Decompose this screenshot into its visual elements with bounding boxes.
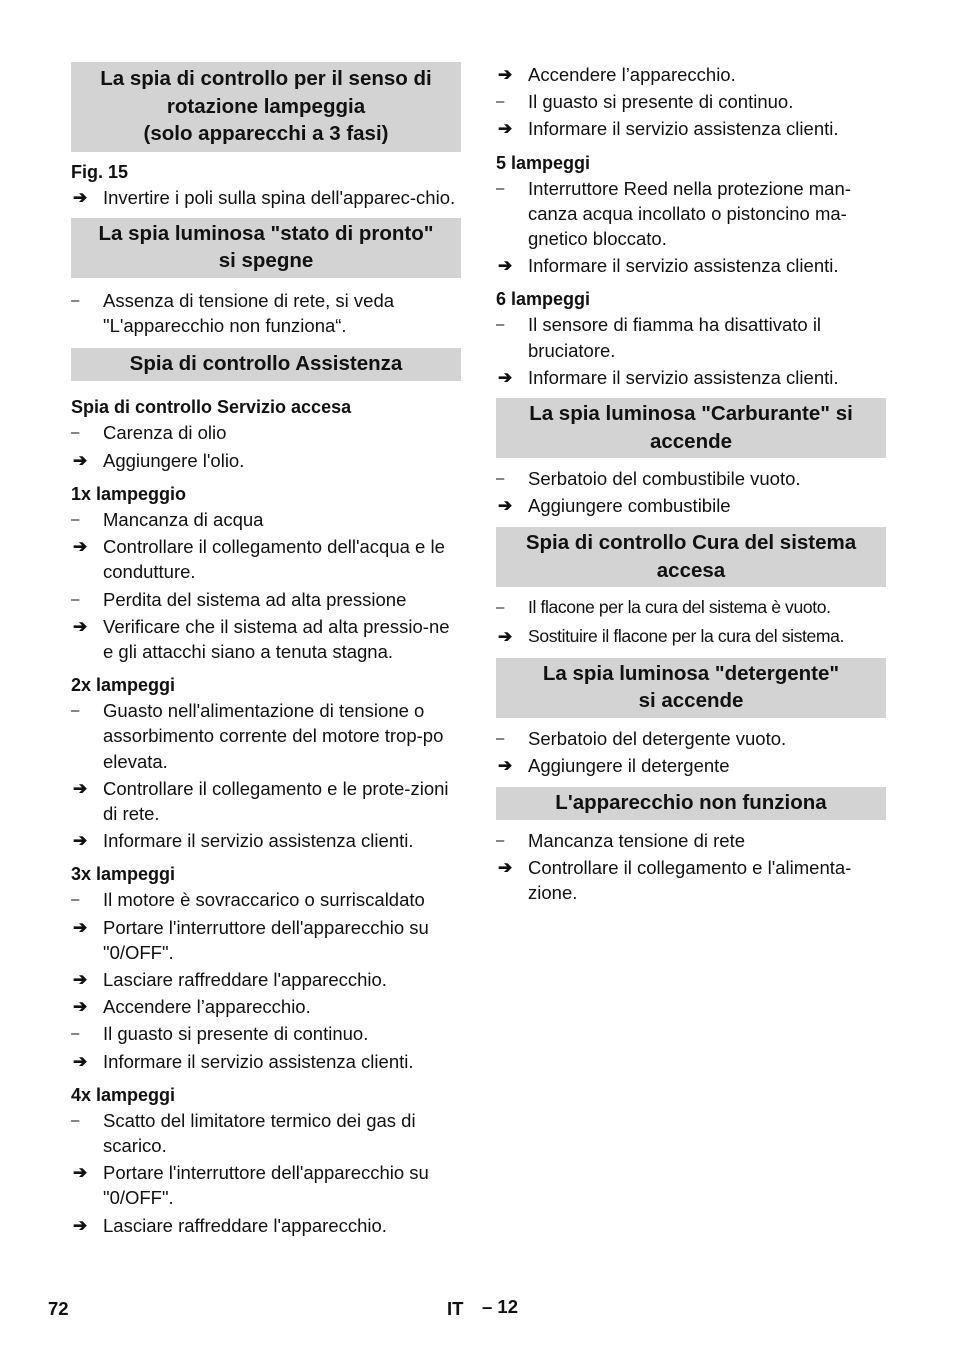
list-item: – Perdita del sistema ad alta pressione: [71, 587, 461, 612]
heading-line: Spia di controllo Cura del sistema: [525, 531, 857, 555]
subheading-service-on: Spia di controllo Servizio accesa: [71, 396, 352, 417]
heading-fuel-lamp: [496, 398, 886, 458]
dash-icon: –: [71, 891, 80, 909]
subheading-3x: 3x lampeggi: [71, 864, 176, 885]
list-item: – Guasto nell'alimentazione di tensione o assorbimento corrente del motore trop-po elevata.: [71, 700, 444, 772]
arrow-icon: ➔: [73, 997, 88, 1017]
dash-icon: –: [71, 1111, 80, 1129]
heading-line: La spia luminosa "detergente": [542, 661, 840, 685]
arrow-icon: ➔: [498, 626, 512, 646]
list-item: – Scatto del limitatore termico dei gas di scarico.: [71, 1109, 416, 1157]
list-item: ➔ Aggiungere il detergente: [496, 753, 886, 778]
list-item: – Interruttore Reed nella protezione man-canza acqua incollato o pistoncino ma-gnetico bloccato.: [496, 177, 851, 250]
list-item: – Mancanza di acqua: [71, 507, 461, 532]
arrow-icon: ➔: [73, 831, 88, 851]
dash-icon: –: [496, 470, 505, 488]
subheading-4x: 4x lampeggi: [71, 1084, 176, 1105]
dash-icon: –: [496, 729, 505, 747]
arrow-icon: ➔: [73, 1051, 88, 1071]
list-item: ➔ Accendere l’apparecchio.: [71, 994, 461, 1019]
list-item: ➔ Controllare il collegamento dell'acqua e le condutture.: [73, 536, 445, 583]
left-column: [71, 62, 461, 1238]
list-item: ➔ Controllare il collegamento e l'alimenta-zione.: [498, 856, 852, 904]
arrow-icon: ➔: [498, 756, 513, 776]
figure-label: Fig. 15: [71, 161, 129, 182]
list-item: ➔ Sostituire il flacone per la cura del sistema.: [496, 624, 886, 649]
heading-service-lamp: [71, 348, 461, 381]
list-item: ➔ Aggiungere combustibile: [496, 493, 886, 518]
list-item: ➔ Portare l'interruttore dell'apparecchio su "0/OFF".: [73, 1162, 429, 1209]
arrow-icon: ➔: [498, 119, 513, 139]
heading-line: L'apparecchio non funziona: [555, 791, 827, 815]
right-column: [496, 62, 886, 905]
dash-icon: –: [496, 316, 505, 334]
dash-icon: –: [71, 702, 80, 720]
arrow-icon: ➔: [498, 65, 513, 84]
list-item: – Serbatoio del combustibile vuoto.: [496, 466, 886, 491]
arrow-icon: ➔: [73, 1163, 88, 1183]
dash-icon: –: [496, 831, 505, 849]
list-item: ➔ Informare il servizio assistenza clienti.: [71, 1049, 461, 1074]
list-item: ➔ Informare il servizio assistenza clienti.: [496, 116, 886, 141]
heading-line: La spia luminosa "stato di pronto": [98, 221, 434, 245]
dash-icon: –: [496, 599, 504, 617]
list-item: ➔ Verificare che il sistema ad alta pressio-ne e gli attacchi siano a tenuta stagna.: [73, 615, 450, 663]
list-item: ➔ Informare il servizio assistenza clienti.: [71, 828, 461, 853]
section-page-number: – 12: [482, 1296, 519, 1317]
arrow-icon: ➔: [498, 367, 513, 387]
list-item: ➔ Accendere l’apparecchio.: [496, 62, 886, 87]
heading-not-working: [496, 787, 886, 820]
list-item: ➔ Informare il servizio assistenza clienti.: [496, 253, 886, 278]
heading-line: La spia di controllo per il senso di: [100, 67, 432, 90]
heading-line: accende: [649, 429, 733, 453]
list-item: – Il guasto si presente di continuo.: [496, 89, 886, 114]
dash-icon: –: [496, 179, 505, 197]
heading-line: (solo apparecchi a 3 fasi): [143, 122, 389, 145]
heading-line: si spegne: [218, 249, 314, 273]
heading-line: Spia di controllo Assistenza: [129, 352, 403, 376]
heading-line: rotazione lampeggia: [166, 94, 366, 118]
dash-icon: –: [71, 511, 80, 529]
dash-icon: –: [71, 423, 80, 441]
language-code: IT: [447, 1298, 464, 1319]
list-item: – Il guasto si presente di continuo.: [71, 1021, 461, 1046]
list-item: ➔ Controllare il collegamento e le prote-zioni di rete.: [73, 777, 449, 825]
arrow-icon: ➔: [73, 917, 88, 937]
page-number: 72: [48, 1298, 69, 1319]
list-item: ➔ Invertire i poli sulla spina dell'apparec-chio.: [71, 185, 461, 210]
list-item: – Carenza di olio: [71, 420, 461, 445]
arrow-icon: ➔: [73, 778, 88, 798]
list-item: ➔ Portare l'interruttore dell'apparecchio su "0/OFF".: [73, 916, 429, 963]
list-item: – Mancanza tensione di rete: [496, 828, 886, 853]
arrow-icon: ➔: [498, 857, 513, 877]
subheading-2x: 2x lampeggi: [71, 675, 176, 696]
arrow-icon: ➔: [498, 496, 513, 516]
arrow-icon: ➔: [73, 187, 88, 207]
arrow-icon: ➔: [73, 616, 88, 636]
heading-care-lamp: [496, 527, 886, 587]
dash-icon: –: [71, 291, 80, 309]
list-item: ➔ Lasciare raffreddare l'apparecchio.: [71, 1213, 461, 1238]
arrow-icon: ➔: [73, 970, 88, 990]
dash-icon: –: [71, 1025, 80, 1043]
arrow-icon: ➔: [73, 1215, 88, 1235]
list-item: ➔ Informare il servizio assistenza clienti.: [496, 365, 886, 390]
heading-ready-lamp: [71, 218, 461, 278]
list-item: – Serbatoio del detergente vuoto.: [496, 726, 886, 751]
list-item: ➔ Aggiungere l'olio.: [71, 448, 461, 473]
subheading-1x: 1x lampeggio: [71, 484, 187, 505]
heading-line: La spia luminosa "Carburante" si: [529, 402, 853, 426]
list-item: ➔ Lasciare raffreddare l'apparecchio.: [71, 967, 461, 992]
arrow-icon: ➔: [73, 537, 88, 557]
list-item: – Il flacone per la cura del sistema è vuoto.: [496, 595, 886, 620]
subheading-5x: 5 lampeggi: [496, 152, 591, 173]
heading-rotation-lamp: [71, 62, 461, 152]
list-item: – Il sensore di fiamma ha disattivato il bruciatore.: [496, 314, 822, 361]
arrow-icon: ➔: [73, 450, 88, 470]
dash-icon: –: [71, 590, 80, 608]
subheading-6x: 6 lampeggi: [496, 289, 591, 310]
heading-line: accesa: [656, 558, 726, 582]
dash-icon: –: [496, 93, 505, 111]
list-item: – Il motore è sovraccarico o surriscaldato: [71, 887, 461, 912]
list-item: – Assenza di tensione di rete, si veda "L'apparecchio non funziona“.: [71, 289, 395, 336]
heading-detergent-lamp: [496, 658, 886, 718]
arrow-icon: ➔: [498, 256, 513, 276]
heading-line: si accende: [638, 689, 744, 713]
